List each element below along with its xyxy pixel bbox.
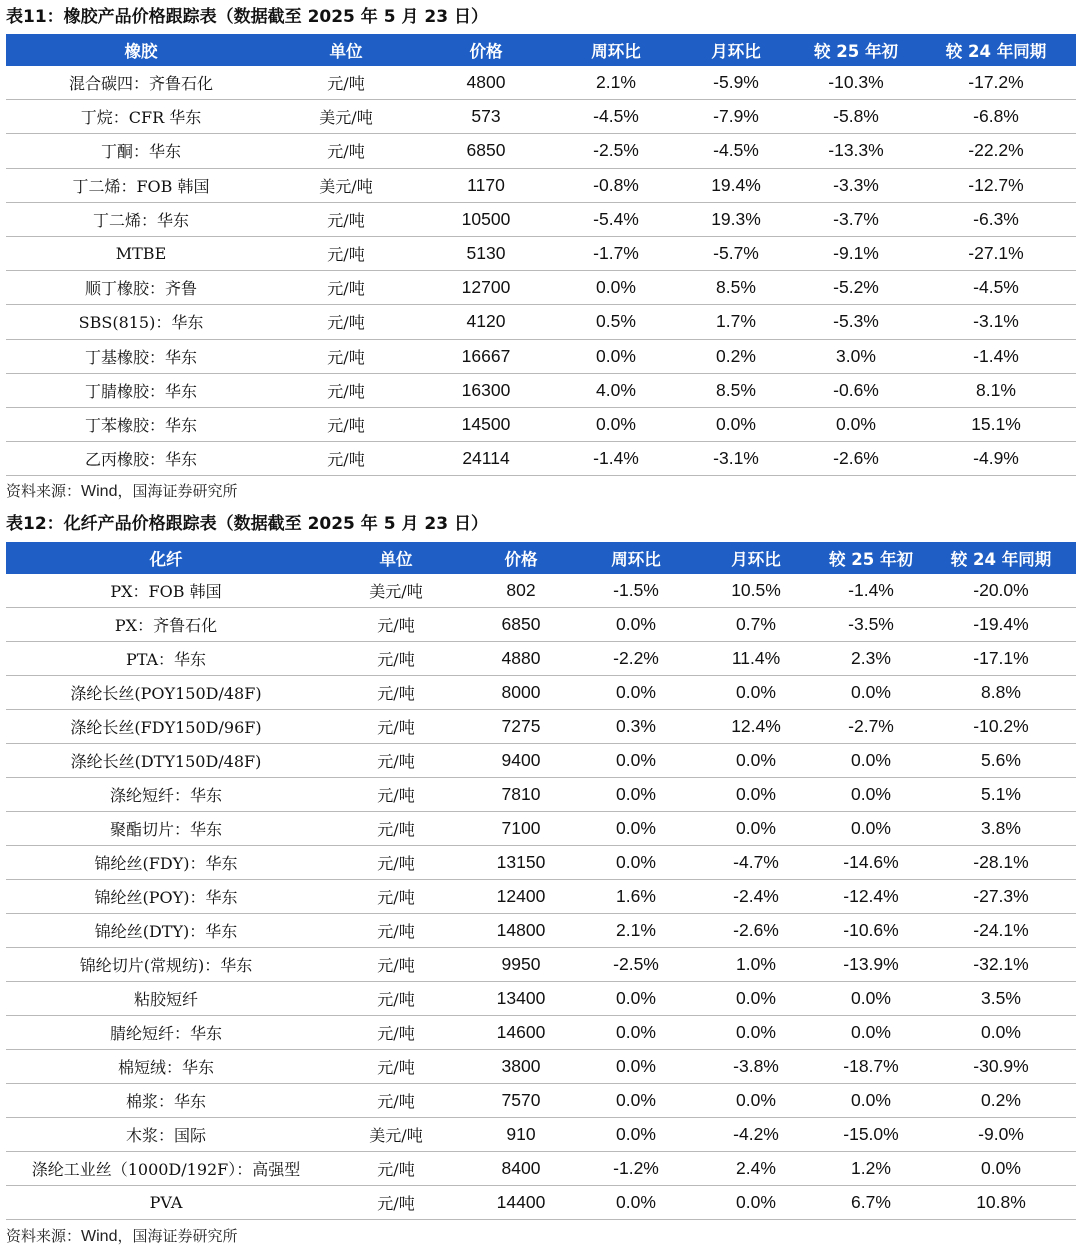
cell-name: PTA：华东 — [6, 642, 326, 676]
table12-source-suffix: ，国海证券研究所 — [117, 1227, 238, 1245]
table-row — [6, 271, 1076, 305]
cell-yoy: -17.1% — [926, 642, 1076, 676]
cell-wow: 0.3% — [576, 710, 696, 744]
cell-price: 7810 — [466, 778, 576, 812]
cell-name: 涤纶工业丝（1000D/192F）：高强型 — [6, 1152, 326, 1186]
cell-ytd: -5.8% — [796, 100, 916, 134]
table11-source — [6, 479, 237, 503]
cell-wow: -0.8% — [556, 168, 676, 202]
cell-unit: 元/吨 — [276, 66, 416, 100]
cell-yoy: -22.2% — [916, 134, 1076, 168]
table-row — [6, 574, 1076, 608]
cell-name: PVA — [6, 1186, 326, 1220]
cell-unit: 元/吨 — [326, 744, 466, 778]
cell-unit: 美元/吨 — [276, 168, 416, 202]
table-row — [6, 202, 1076, 236]
cell-unit: 美元/吨 — [326, 1118, 466, 1152]
cell-mom: -4.5% — [676, 134, 796, 168]
table11-source-prefix: 资料来源： — [6, 482, 82, 500]
cell-ytd: 0.0% — [816, 812, 926, 846]
cell-wow: 0.0% — [576, 676, 696, 710]
cell-wow: 0.0% — [576, 1084, 696, 1118]
cell-price: 12700 — [416, 271, 556, 305]
table-row — [6, 1084, 1076, 1118]
table-row — [6, 914, 1076, 948]
cell-unit: 元/吨 — [276, 339, 416, 373]
header-price: 价格 — [469, 42, 503, 61]
cell-wow: 0.0% — [576, 812, 696, 846]
cell-yoy: 0.0% — [926, 1152, 1076, 1186]
cell-name: 顺丁橡胶：齐鲁 — [6, 271, 276, 305]
cell-price: 14600 — [466, 1016, 576, 1050]
cell-mom: -5.9% — [676, 66, 796, 100]
cell-wow: 2.1% — [576, 914, 696, 948]
cell-unit: 元/吨 — [326, 1186, 466, 1220]
cell-price: 4120 — [416, 305, 556, 339]
cell-unit: 元/吨 — [326, 676, 466, 710]
cell-wow: 1.6% — [576, 880, 696, 914]
cell-name: 丁二烯：华东 — [6, 202, 276, 236]
cell-name: 木浆：国际 — [6, 1118, 326, 1152]
cell-unit: 美元/吨 — [326, 574, 466, 608]
cell-ytd: -14.6% — [816, 846, 926, 880]
table-row — [6, 846, 1076, 880]
cell-mom: 0.0% — [696, 778, 816, 812]
table-row — [6, 676, 1076, 710]
cell-wow: 0.0% — [576, 1016, 696, 1050]
cell-mom: 0.0% — [696, 1016, 816, 1050]
table-row — [6, 710, 1076, 744]
table12-header-row — [6, 542, 1076, 574]
cell-wow: -1.2% — [576, 1152, 696, 1186]
table12-source-prefix: 资料来源： — [6, 1227, 82, 1245]
cell-yoy: -28.1% — [926, 846, 1076, 880]
cell-name: 锦纶切片(常规纺)：华东 — [6, 948, 326, 982]
cell-ytd: 0.0% — [816, 1016, 926, 1050]
cell-wow: 4.0% — [556, 373, 676, 407]
cell-mom: 11.4% — [696, 642, 816, 676]
cell-price: 9400 — [466, 744, 576, 778]
cell-unit: 元/吨 — [326, 948, 466, 982]
table-row — [6, 373, 1076, 407]
cell-unit: 元/吨 — [326, 1152, 466, 1186]
cell-mom: 0.0% — [696, 982, 816, 1016]
table-row — [6, 608, 1076, 642]
header-ytd: 较 25 年初 — [829, 550, 913, 569]
cell-unit: 元/吨 — [326, 880, 466, 914]
cell-wow: 0.0% — [576, 1118, 696, 1152]
cell-mom: -2.4% — [696, 880, 816, 914]
cell-mom: -4.7% — [696, 846, 816, 880]
table11-header-row — [6, 34, 1076, 66]
cell-wow: 0.0% — [576, 608, 696, 642]
cell-name: 丁二烯：FOB 韩国 — [6, 168, 276, 202]
cell-price: 16300 — [416, 373, 556, 407]
cell-mom: 0.7% — [696, 608, 816, 642]
cell-unit: 元/吨 — [276, 202, 416, 236]
cell-name: 棉浆：华东 — [6, 1084, 326, 1118]
cell-unit: 元/吨 — [326, 642, 466, 676]
cell-unit: 元/吨 — [326, 914, 466, 948]
cell-yoy: -30.9% — [926, 1050, 1076, 1084]
cell-yoy: 0.2% — [926, 1084, 1076, 1118]
cell-yoy: 5.6% — [926, 744, 1076, 778]
cell-unit: 元/吨 — [276, 305, 416, 339]
cell-price: 13150 — [466, 846, 576, 880]
cell-price: 7570 — [466, 1084, 576, 1118]
table-row — [6, 1016, 1076, 1050]
cell-name: 涤纶长丝(DTY150D/48F) — [6, 744, 326, 778]
cell-mom: -4.2% — [696, 1118, 816, 1152]
table-row — [6, 880, 1076, 914]
cell-wow: -4.5% — [556, 100, 676, 134]
table-row — [6, 744, 1076, 778]
cell-mom: 12.4% — [696, 710, 816, 744]
table-row — [6, 168, 1076, 202]
cell-ytd: 0.0% — [816, 982, 926, 1016]
cell-unit: 元/吨 — [326, 1084, 466, 1118]
cell-yoy: 3.5% — [926, 982, 1076, 1016]
cell-price: 8400 — [466, 1152, 576, 1186]
table11-source-en: Wind — [81, 483, 118, 500]
cell-price: 5130 — [416, 236, 556, 270]
cell-unit: 元/吨 — [326, 982, 466, 1016]
table-row — [6, 1186, 1076, 1220]
cell-name: 乙丙橡胶：华东 — [6, 442, 276, 476]
cell-yoy: -20.0% — [926, 574, 1076, 608]
table-row — [6, 1118, 1076, 1152]
cell-yoy: -3.1% — [916, 305, 1076, 339]
cell-name: 丁苯橡胶：华东 — [6, 407, 276, 441]
cell-ytd: -5.3% — [796, 305, 916, 339]
cell-name: 涤纶长丝(FDY150D/96F) — [6, 710, 326, 744]
cell-unit: 元/吨 — [326, 846, 466, 880]
cell-mom: -3.1% — [676, 442, 796, 476]
cell-name: 涤纶短纤：华东 — [6, 778, 326, 812]
cell-price: 6850 — [466, 608, 576, 642]
cell-mom: 0.0% — [696, 744, 816, 778]
cell-mom: 0.0% — [696, 1084, 816, 1118]
cell-price: 10500 — [416, 202, 556, 236]
table-row — [6, 407, 1076, 441]
cell-unit: 元/吨 — [326, 1016, 466, 1050]
cell-mom: 0.0% — [696, 1186, 816, 1220]
cell-wow: -1.5% — [576, 574, 696, 608]
table-row — [6, 66, 1076, 100]
cell-name: PX：齐鲁石化 — [6, 608, 326, 642]
cell-wow: 0.0% — [556, 271, 676, 305]
cell-yoy: -6.8% — [916, 100, 1076, 134]
cell-ytd: 1.2% — [816, 1152, 926, 1186]
cell-wow: 0.0% — [556, 339, 676, 373]
cell-wow: 0.0% — [576, 744, 696, 778]
cell-yoy: 0.0% — [926, 1016, 1076, 1050]
rubber-price-table — [6, 34, 1076, 476]
cell-price: 14400 — [466, 1186, 576, 1220]
cell-mom: 0.2% — [676, 339, 796, 373]
cell-ytd: -13.3% — [796, 134, 916, 168]
cell-ytd: -12.4% — [816, 880, 926, 914]
cell-wow: -2.5% — [576, 948, 696, 982]
cell-mom: 19.3% — [676, 202, 796, 236]
cell-yoy: -1.4% — [916, 339, 1076, 373]
cell-ytd: -5.2% — [796, 271, 916, 305]
header-wow: 周环比 — [591, 42, 641, 61]
header-name: 橡胶 — [124, 42, 158, 61]
table12-source — [6, 1224, 237, 1248]
cell-unit: 元/吨 — [326, 812, 466, 846]
cell-mom: 10.5% — [696, 574, 816, 608]
cell-name: 丁酮：华东 — [6, 134, 276, 168]
cell-ytd: 0.0% — [816, 744, 926, 778]
cell-price: 1170 — [416, 168, 556, 202]
table12-caption: 表12：化纤产品价格跟踪表（数据截至 2025 年 5 月 23 日） — [6, 514, 488, 534]
cell-mom: 8.5% — [676, 373, 796, 407]
cell-ytd: -10.6% — [816, 914, 926, 948]
cell-ytd: -18.7% — [816, 1050, 926, 1084]
cell-price: 12400 — [466, 880, 576, 914]
cell-price: 14800 — [466, 914, 576, 948]
cell-yoy: -4.9% — [916, 442, 1076, 476]
cell-ytd: -13.9% — [816, 948, 926, 982]
cell-yoy: -10.2% — [926, 710, 1076, 744]
cell-name: MTBE — [6, 236, 276, 270]
cell-mom: 1.7% — [676, 305, 796, 339]
cell-mom: 0.0% — [696, 676, 816, 710]
cell-unit: 元/吨 — [276, 236, 416, 270]
cell-price: 7275 — [466, 710, 576, 744]
cell-price: 7100 — [466, 812, 576, 846]
cell-name: 丁基橡胶：华东 — [6, 339, 276, 373]
table-row — [6, 305, 1076, 339]
cell-mom: 0.0% — [676, 407, 796, 441]
table-row — [6, 778, 1076, 812]
header-unit: 单位 — [379, 550, 413, 569]
cell-unit: 元/吨 — [276, 271, 416, 305]
cell-ytd: -15.0% — [816, 1118, 926, 1152]
cell-ytd: -0.6% — [796, 373, 916, 407]
cell-yoy: 15.1% — [916, 407, 1076, 441]
cell-price: 24114 — [416, 442, 556, 476]
cell-ytd: -3.3% — [796, 168, 916, 202]
cell-yoy: -24.1% — [926, 914, 1076, 948]
cell-unit: 美元/吨 — [276, 100, 416, 134]
cell-yoy: -6.3% — [916, 202, 1076, 236]
cell-yoy: -17.2% — [916, 66, 1076, 100]
table-row — [6, 1050, 1076, 1084]
cell-unit: 元/吨 — [326, 608, 466, 642]
cell-wow: -5.4% — [556, 202, 676, 236]
cell-mom: -2.6% — [696, 914, 816, 948]
cell-unit: 元/吨 — [326, 710, 466, 744]
cell-ytd: -10.3% — [796, 66, 916, 100]
header-name: 化纤 — [149, 550, 183, 569]
cell-name: 涤纶长丝(POY150D/48F) — [6, 676, 326, 710]
cell-ytd: -3.7% — [796, 202, 916, 236]
cell-name: 锦纶丝(DTY)：华东 — [6, 914, 326, 948]
table-row — [6, 100, 1076, 134]
header-yoy: 较 24 年同期 — [945, 42, 1047, 61]
cell-wow: 0.0% — [576, 1050, 696, 1084]
cell-wow: -1.4% — [556, 442, 676, 476]
cell-price: 8000 — [466, 676, 576, 710]
cell-mom: 19.4% — [676, 168, 796, 202]
cell-ytd: 3.0% — [796, 339, 916, 373]
cell-name: 丁腈橡胶：华东 — [6, 373, 276, 407]
cell-price: 3800 — [466, 1050, 576, 1084]
table-row — [6, 982, 1076, 1016]
cell-yoy: 8.1% — [916, 373, 1076, 407]
cell-yoy: -32.1% — [926, 948, 1076, 982]
cell-price: 910 — [466, 1118, 576, 1152]
table-row — [6, 339, 1076, 373]
cell-price: 573 — [416, 100, 556, 134]
cell-unit: 元/吨 — [276, 134, 416, 168]
cell-ytd: -1.4% — [816, 574, 926, 608]
cell-name: 棉短绒：华东 — [6, 1050, 326, 1084]
table-row — [6, 442, 1076, 476]
table-row — [6, 642, 1076, 676]
table-row — [6, 1152, 1076, 1186]
cell-name: PX：FOB 韩国 — [6, 574, 326, 608]
header-unit: 单位 — [329, 42, 363, 61]
cell-wow: -2.2% — [576, 642, 696, 676]
cell-yoy: 5.1% — [926, 778, 1076, 812]
cell-ytd: 0.0% — [816, 676, 926, 710]
cell-price: 4880 — [466, 642, 576, 676]
cell-price: 14500 — [416, 407, 556, 441]
cell-yoy: -27.3% — [926, 880, 1076, 914]
cell-ytd: -3.5% — [816, 608, 926, 642]
cell-yoy: -27.1% — [916, 236, 1076, 270]
cell-wow: 0.0% — [576, 778, 696, 812]
cell-name: 丁烷：CFR 华东 — [6, 100, 276, 134]
cell-unit: 元/吨 — [326, 778, 466, 812]
table11-source-suffix: ，国海证券研究所 — [117, 482, 238, 500]
cell-name: 锦纶丝(POY)：华东 — [6, 880, 326, 914]
cell-ytd: -9.1% — [796, 236, 916, 270]
table12-source-en: Wind — [81, 1228, 118, 1245]
cell-ytd: -2.7% — [816, 710, 926, 744]
table-row — [6, 134, 1076, 168]
cell-price: 16667 — [416, 339, 556, 373]
cell-yoy: 8.8% — [926, 676, 1076, 710]
table-row — [6, 236, 1076, 270]
cell-price: 802 — [466, 574, 576, 608]
cell-wow: -1.7% — [556, 236, 676, 270]
cell-ytd: -2.6% — [796, 442, 916, 476]
cell-name: 混合碳四：齐鲁石化 — [6, 66, 276, 100]
cell-unit: 元/吨 — [276, 442, 416, 476]
cell-price: 13400 — [466, 982, 576, 1016]
cell-ytd: 0.0% — [816, 1084, 926, 1118]
cell-yoy: -19.4% — [926, 608, 1076, 642]
cell-price: 6850 — [416, 134, 556, 168]
header-price: 价格 — [504, 550, 538, 569]
cell-mom: 2.4% — [696, 1152, 816, 1186]
cell-yoy: -9.0% — [926, 1118, 1076, 1152]
cell-wow: 0.5% — [556, 305, 676, 339]
table-row — [6, 948, 1076, 982]
cell-price: 9950 — [466, 948, 576, 982]
cell-yoy: 3.8% — [926, 812, 1076, 846]
cell-mom: 1.0% — [696, 948, 816, 982]
cell-ytd: 6.7% — [816, 1186, 926, 1220]
cell-wow: 0.0% — [556, 407, 676, 441]
cell-unit: 元/吨 — [326, 1050, 466, 1084]
cell-yoy: -12.7% — [916, 168, 1076, 202]
cell-name: 腈纶短纤：华东 — [6, 1016, 326, 1050]
header-mom: 月环比 — [731, 550, 781, 569]
cell-ytd: 0.0% — [796, 407, 916, 441]
cell-ytd: 2.3% — [816, 642, 926, 676]
chemical-fiber-price-table — [6, 542, 1076, 1220]
cell-wow: -2.5% — [556, 134, 676, 168]
table-row — [6, 812, 1076, 846]
cell-unit: 元/吨 — [276, 407, 416, 441]
header-yoy: 较 24 年同期 — [950, 550, 1052, 569]
cell-mom: -7.9% — [676, 100, 796, 134]
cell-wow: 2.1% — [556, 66, 676, 100]
cell-name: 聚酯切片：华东 — [6, 812, 326, 846]
cell-price: 4800 — [416, 66, 556, 100]
cell-mom: -5.7% — [676, 236, 796, 270]
cell-mom: 0.0% — [696, 812, 816, 846]
cell-unit: 元/吨 — [276, 373, 416, 407]
table11-caption: 表11：橡胶产品价格跟踪表（数据截至 2025 年 5 月 23 日） — [6, 7, 488, 27]
cell-wow: 0.0% — [576, 846, 696, 880]
cell-wow: 0.0% — [576, 982, 696, 1016]
cell-mom: 8.5% — [676, 271, 796, 305]
header-ytd: 较 25 年初 — [814, 42, 898, 61]
cell-name: 锦纶丝(FDY)：华东 — [6, 846, 326, 880]
cell-yoy: 10.8% — [926, 1186, 1076, 1220]
cell-yoy: -4.5% — [916, 271, 1076, 305]
header-wow: 周环比 — [611, 550, 661, 569]
cell-name: SBS(815)：华东 — [6, 305, 276, 339]
header-mom: 月环比 — [711, 42, 761, 61]
cell-wow: 0.0% — [576, 1186, 696, 1220]
cell-mom: -3.8% — [696, 1050, 816, 1084]
cell-name: 粘胶短纤 — [6, 982, 326, 1016]
cell-ytd: 0.0% — [816, 778, 926, 812]
